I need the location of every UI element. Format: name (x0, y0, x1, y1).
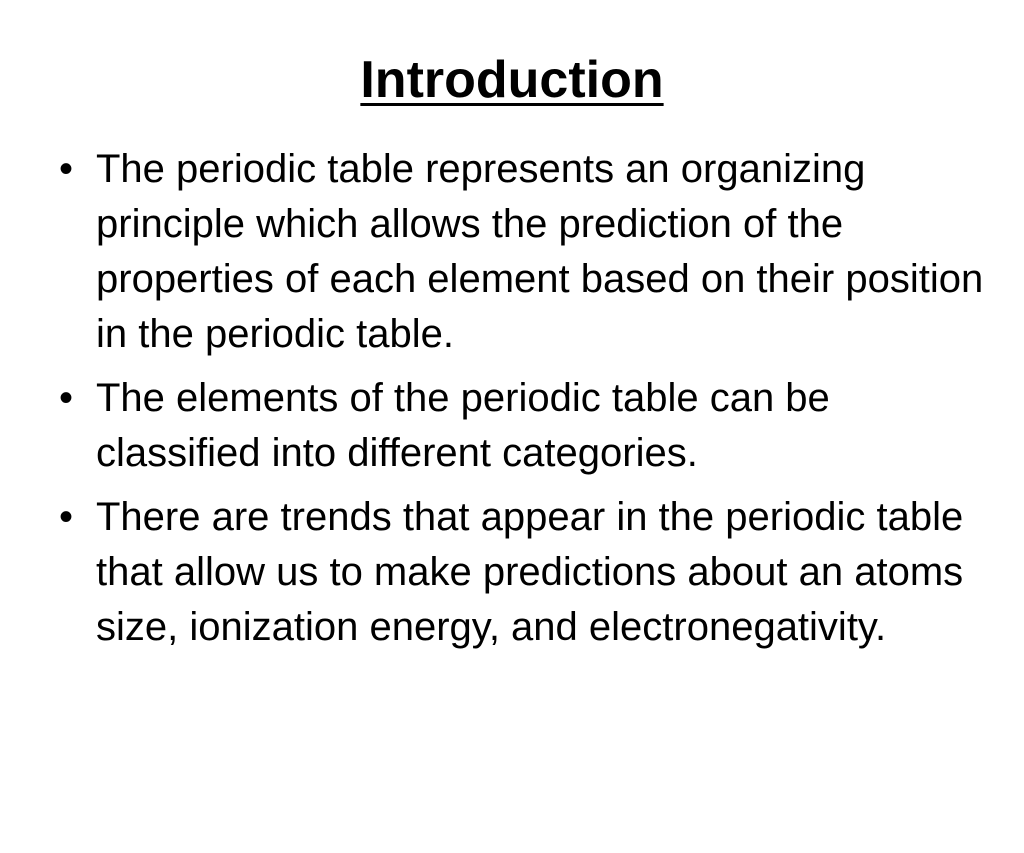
bullet-dot-icon: • (59, 495, 74, 539)
bullet-list (55, 142, 985, 664)
bullet-item (55, 371, 985, 481)
bullet-text: The elements of the periodic table can be classified into different categories. (96, 376, 830, 475)
bullet-text: The periodic table represents an organizing principle which allows the prediction of the properties of each element based on their position in the periodic table. (96, 147, 984, 356)
bullet-dot-icon: • (59, 147, 74, 191)
bullet-item (55, 142, 985, 362)
slide-title (0, 44, 1024, 116)
slide-title-text: Introduction (360, 51, 664, 109)
bullet-text: There are trends that appear in the periodic table that allow us to make predictions about an atoms size, ionization energy, and electronegativity. (96, 495, 964, 649)
bullet-dot-icon: • (59, 376, 74, 420)
bullet-item (55, 490, 985, 655)
